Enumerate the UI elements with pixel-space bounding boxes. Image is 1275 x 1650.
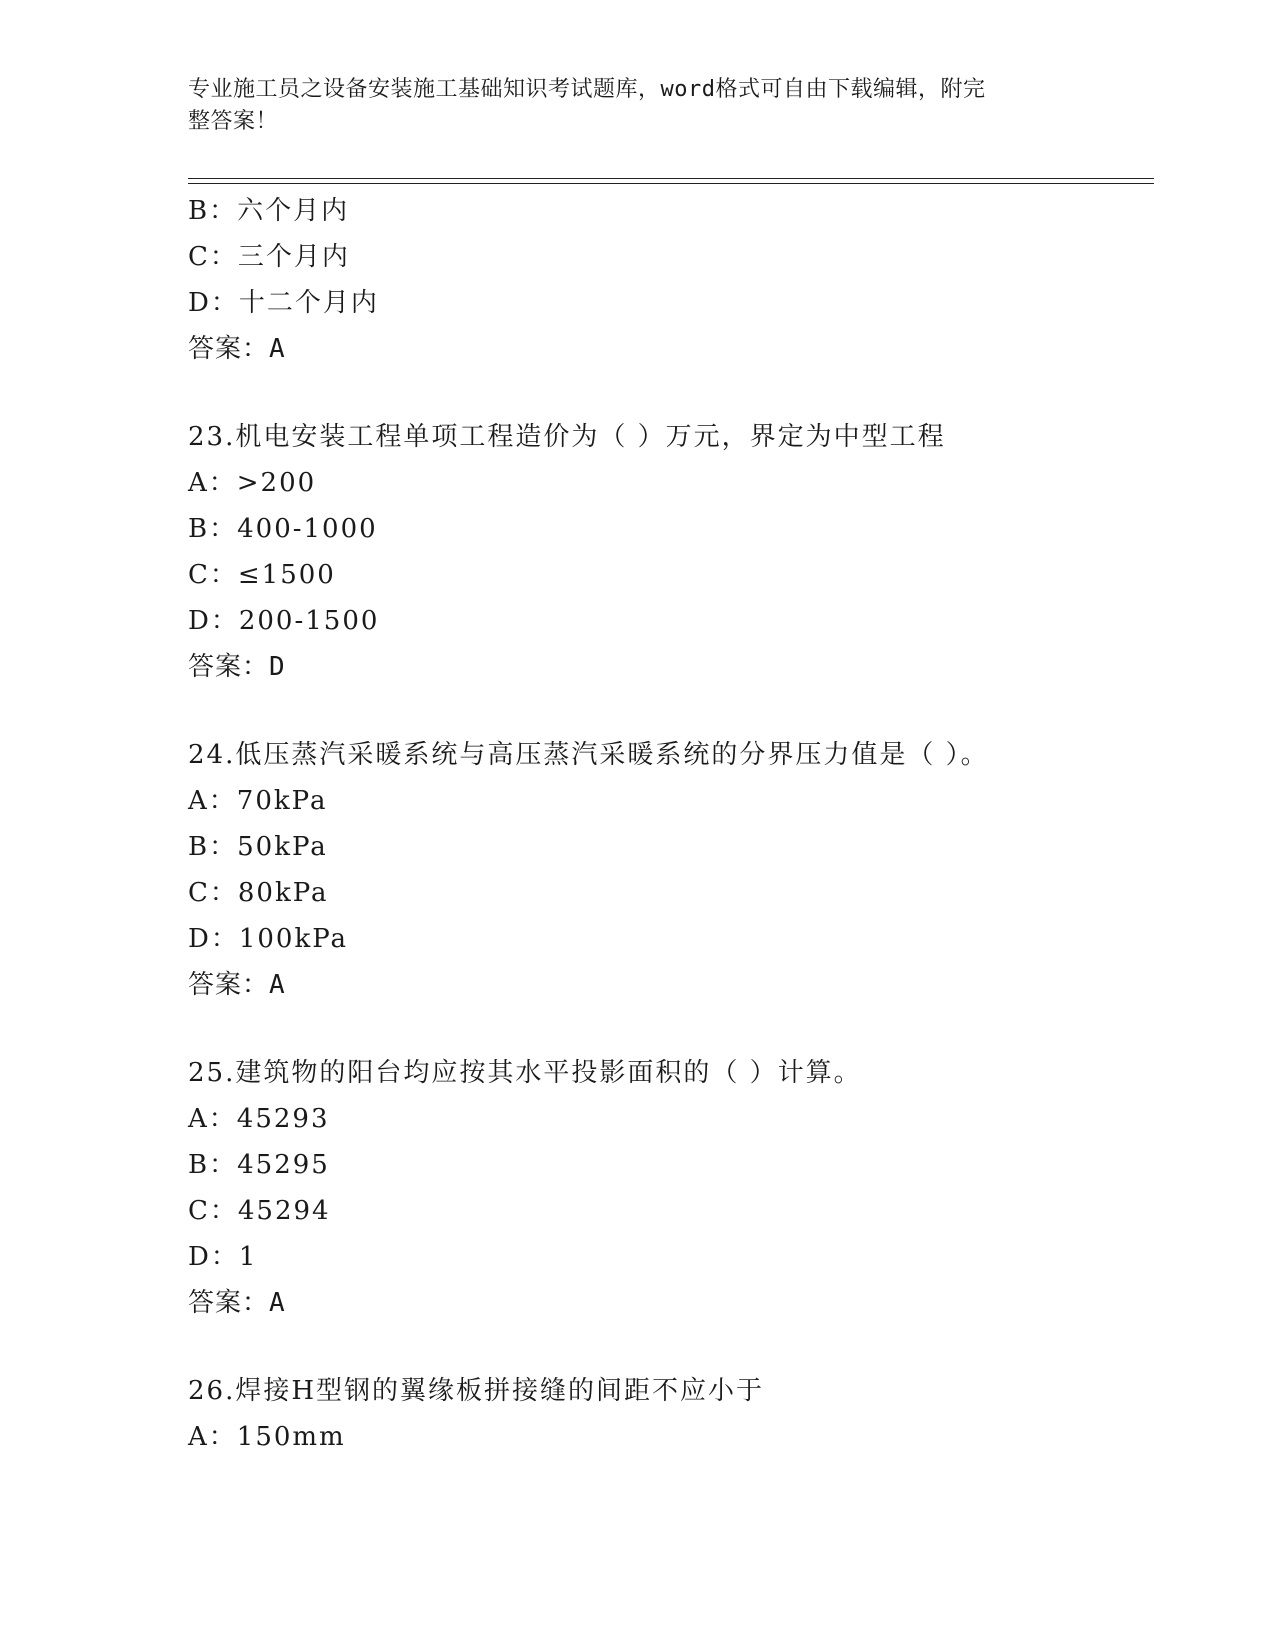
option-line: C：三个月内 — [188, 242, 350, 272]
option-line: B：400-1000 — [188, 514, 378, 544]
option-line: D：十二个月内 — [188, 288, 379, 318]
question-stem: 25.建筑物的阳台均应按其水平投影面积的（ ）计算。 — [188, 1058, 862, 1088]
option-line: A：150mm — [188, 1422, 346, 1452]
question-stem: 23.机电安装工程单项工程造价为（ ）万元，界定为中型工程 — [188, 422, 946, 452]
option-line: C：80kPa — [188, 878, 329, 908]
option-line: A：70kPa — [188, 786, 328, 816]
question-22-continued — [188, 188, 1154, 372]
question-26 — [188, 1368, 1154, 1460]
question-24 — [188, 732, 1154, 1008]
spacer — [188, 1008, 1154, 1050]
header-line-2: 整答案！ — [188, 109, 279, 134]
document-header — [188, 74, 1068, 138]
header-line-1: 专业施工员之设备安装施工基础知识考试题库，word格式可自由下载编辑，附完 — [188, 77, 986, 102]
question-25 — [188, 1050, 1154, 1326]
question-stem: 24.低压蒸汽采暖系统与高压蒸汽采暖系统的分界压力值是（ ）。 — [188, 740, 989, 770]
question-list — [188, 188, 1154, 1460]
answer-line: 答案：D — [188, 652, 286, 682]
spacer — [188, 690, 1154, 732]
answer-line: 答案：A — [188, 334, 286, 364]
option-line: B：六个月内 — [188, 196, 350, 226]
option-line: A：>200 — [188, 468, 317, 498]
option-line: A：45293 — [188, 1104, 330, 1134]
spacer — [188, 1326, 1154, 1368]
answer-line: 答案：A — [188, 1288, 286, 1318]
option-line: B：50kPa — [188, 832, 328, 862]
question-stem: 26.焊接H型钢的翼缘板拼接缝的间距不应小于 — [188, 1376, 765, 1406]
header-divider — [188, 178, 1154, 184]
option-line: D：100kPa — [188, 924, 349, 954]
answer-line: 答案：A — [188, 970, 286, 1000]
option-line: B：45295 — [188, 1150, 330, 1180]
spacer — [188, 372, 1154, 414]
option-line: D：1 — [188, 1242, 258, 1272]
question-23 — [188, 414, 1154, 690]
option-line: D：200-1500 — [188, 606, 380, 636]
option-line: C：45294 — [188, 1196, 331, 1226]
option-line: C：≤1500 — [188, 560, 336, 590]
